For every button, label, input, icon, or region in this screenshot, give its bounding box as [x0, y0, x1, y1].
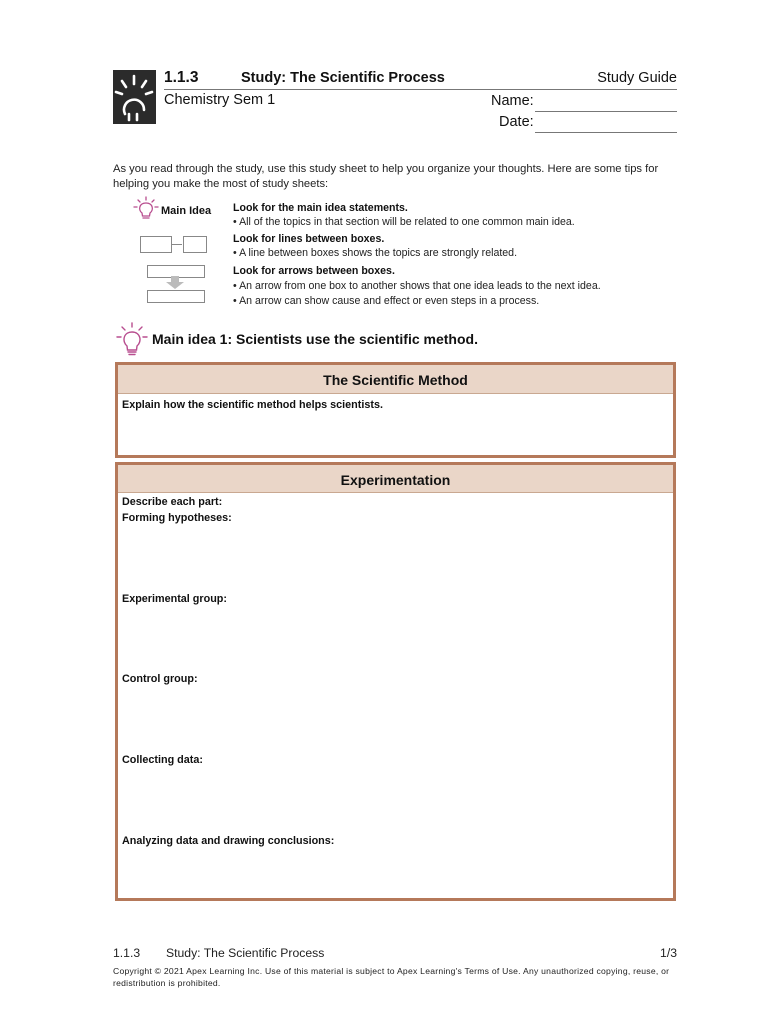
lightbulb-icon	[116, 321, 148, 357]
doc-type: Study Guide	[597, 70, 677, 86]
section-prompt: Explain how the scientific method helps scientists.	[122, 399, 383, 411]
main-idea-label: Main Idea	[161, 205, 212, 217]
tip-heading: Look for lines between boxes.	[233, 233, 385, 245]
tip-line: • An arrow can show cause and effect or even steps in a process.	[233, 295, 540, 307]
page-number: 1/3	[660, 946, 677, 960]
scientific-method-section	[115, 362, 676, 458]
tip-line: • A line between boxes shows the topics are strongly related.	[233, 247, 518, 259]
main-idea-heading: Main idea 1: Scientists use the scientific method.	[152, 331, 478, 347]
answer-area[interactable]	[122, 769, 670, 831]
answer-area[interactable]	[122, 527, 670, 589]
tip-heading: Look for arrows between boxes.	[233, 265, 395, 277]
header-divider	[164, 89, 677, 90]
intro-text: As you read through the study, use this study sheet to help you organize your thoughts. Here are some tips for helping you make the most of study sheets:	[113, 163, 659, 190]
part-label: Analyzing data and drawing conclusions:	[122, 835, 335, 847]
tip-line: • An arrow from one box to another shows that one idea leads to the next idea.	[233, 280, 601, 292]
date-label: Date:	[499, 114, 534, 130]
section-prompt: Describe each part:	[122, 496, 223, 508]
part-label: Collecting data:	[122, 754, 203, 766]
answer-area[interactable]	[122, 608, 670, 670]
course-name: Chemistry Sem 1	[164, 92, 276, 108]
part-label: Forming hypotheses:	[122, 512, 232, 524]
part-label: Experimental group:	[122, 593, 227, 605]
section-title: The Scientific Method	[118, 365, 673, 394]
lightbulb-logo-icon	[113, 70, 156, 124]
lesson-number: 1.1.3	[164, 69, 199, 86]
part-label: Control group:	[122, 673, 198, 685]
name-field[interactable]	[535, 111, 677, 112]
footer-lesson-number: 1.1.3	[113, 946, 141, 960]
tip-heading: Look for the main idea statements.	[233, 202, 408, 214]
lightbulb-icon	[133, 196, 159, 222]
footer-lesson-title: Study: The Scientific Process	[166, 946, 325, 960]
linked-boxes-icon	[140, 234, 208, 256]
answer-area[interactable]	[122, 415, 670, 453]
arrow-boxes-icon	[145, 265, 207, 305]
answer-area[interactable]	[122, 688, 670, 750]
lesson-title: Study: The Scientific Process	[241, 70, 445, 86]
name-label: Name:	[491, 93, 534, 109]
copyright-notice: Copyright © 2021 Apex Learning Inc. Use of this material is subject to Apex Learning's Terms of Use. Any unauthorized copying, reuse, or redistribution is prohibited.	[113, 966, 670, 988]
date-field[interactable]	[535, 132, 677, 133]
experimentation-section	[115, 462, 676, 901]
answer-area[interactable]	[122, 850, 670, 896]
tip-line: • All of the topics in that section will be related to one common main idea.	[233, 216, 575, 228]
section-title: Experimentation	[118, 465, 673, 493]
